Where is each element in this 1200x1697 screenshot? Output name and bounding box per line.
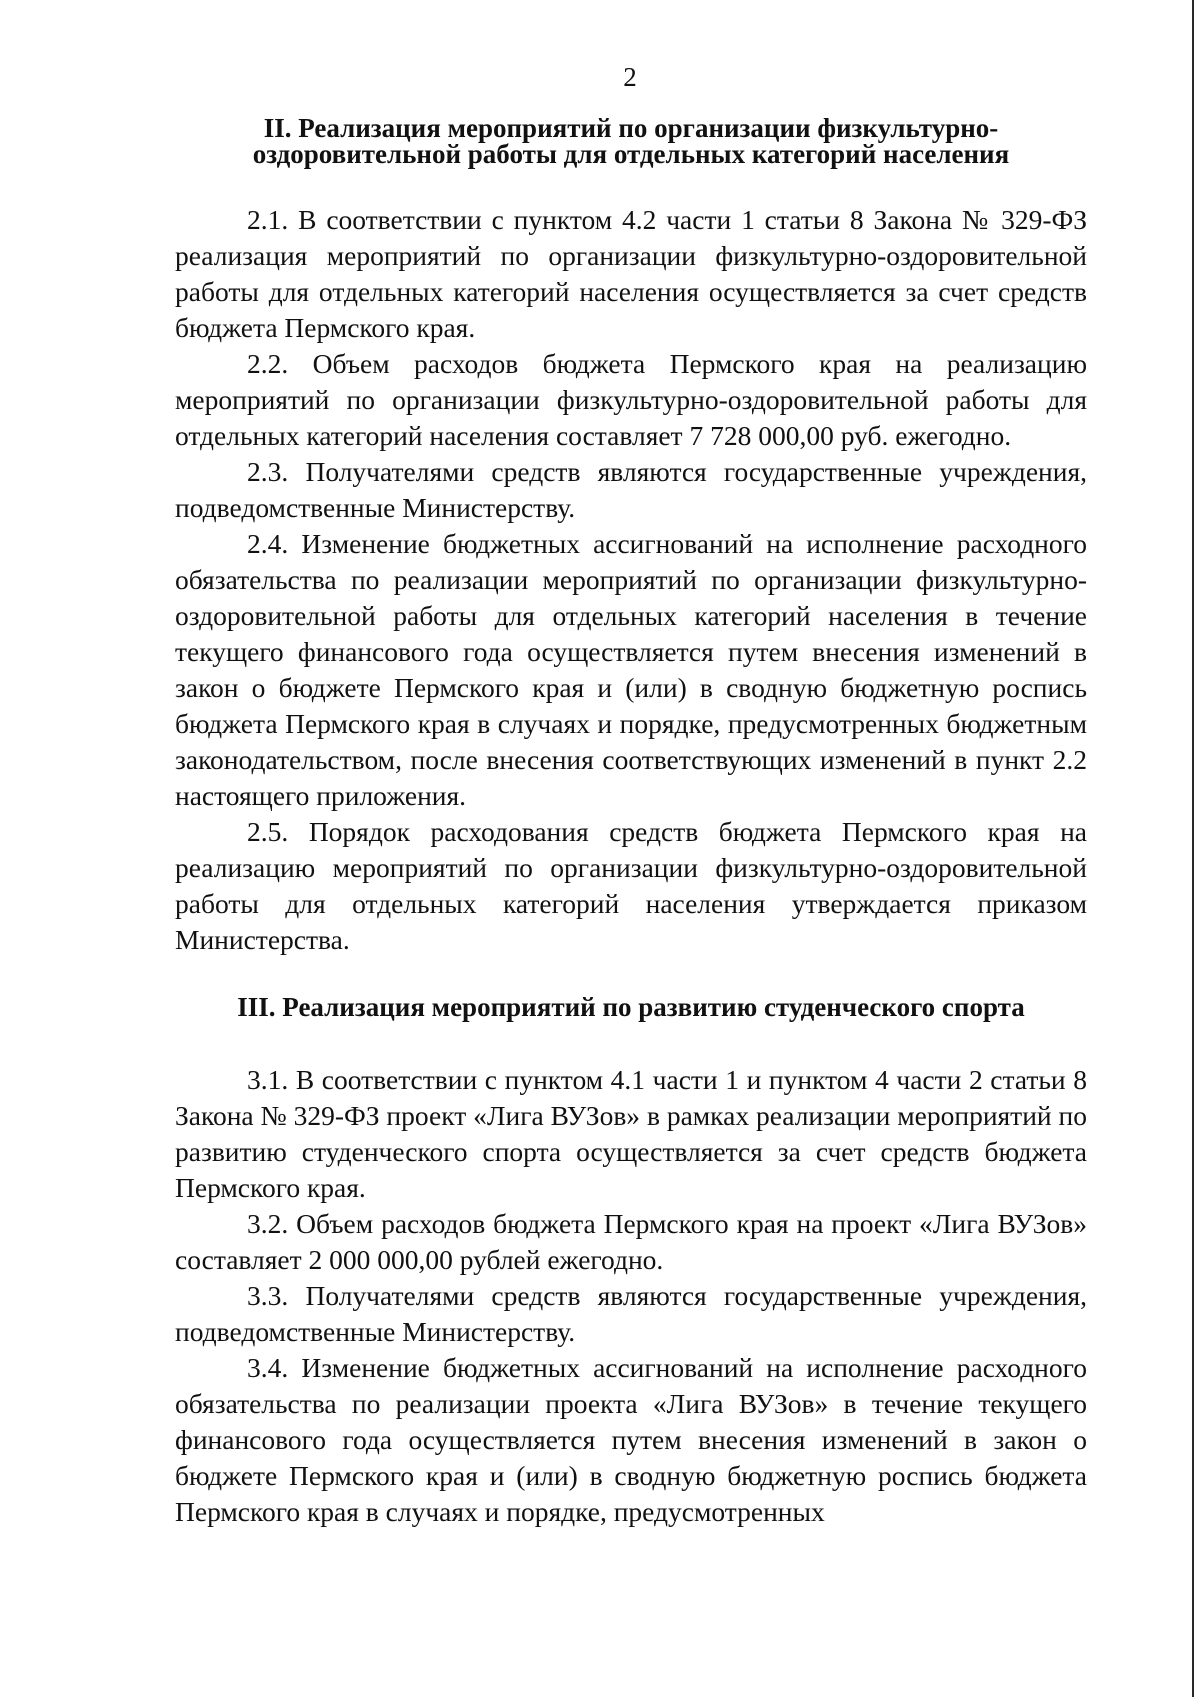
section-3-title: III. Реализация мероприятий по развитию студенческого спорта xyxy=(237,992,1025,1022)
paragraph-3-3: 3.3. Получателями средств являются государственные учреждения, подведомственные Министерству. xyxy=(175,1280,1087,1347)
paragraph-2-5: 2.5. Порядок расходования средств бюджета Пермского края на реализацию мероприятий по организации физкультурно-оздоровительной работы для отдельных категорий населения утверждается приказом Министерства. xyxy=(175,816,1087,955)
paragraph-2-1: 2.1. В соответствии с пунктом 4.2 части 1 статьи 8 Закона № 329-ФЗ реализация мероприятий по организации физкультурно-оздоровительной работы для отдельных категорий населения осуществляется за счет средств бюджета Пермского края. xyxy=(175,204,1087,343)
paragraph-2-2: 2.2. Объем расходов бюджета Пермского края на реализацию мероприятий по организации физкультурно-оздоровительной работы для отдельных категорий населения составляет 7 728 000,00 руб. ежегодно. xyxy=(175,348,1087,451)
paragraph-3-1: 3.1. В соответствии с пунктом 4.1 части 1 и пунктом 4 части 2 статьи 8 Закона № 329-ФЗ проект «Лига ВУЗов» в рамках реализации мероприятий по развитию студенческого спорта осуществляется за счет средств бюджета Пермского края. xyxy=(175,1064,1087,1203)
paragraph-2-4: 2.4. Изменение бюджетных ассигнований на исполнение расходного обязательства по реализации мероприятий по организации физкультурно-оздоровительной работы для отдельных категорий населения в течение текущего финансового года осуществляется путем внесения изменений в закон о бюджете Пермского края и (или) в сводную бюджетную роспись бюджета Пермского края в случаях и порядке, предусмотренных бюджетным законодательством, после внесения соответствующих изменений в пункт 2.2 настоящего приложения. xyxy=(175,528,1087,811)
section-2-title-line-2: оздоровительной работы для отдельных категорий населения xyxy=(252,139,1010,169)
paragraph-3-2: 3.2. Объем расходов бюджета Пермского края на проект «Лига ВУЗов» составляет 2 000 000,00 рублей ежегодно. xyxy=(175,1208,1087,1275)
paragraph-2-3: 2.3. Получателями средств являются государственные учреждения, подведомственные Министерству. xyxy=(175,456,1087,523)
section-2-title xyxy=(175,115,1087,167)
paragraph-3-4: 3.4. Изменение бюджетных ассигнований на исполнение расходного обязательства по реализации проекта «Лига ВУЗов» в течение текущего финансового года осуществляется путем внесения изменений в закон о бюджете Пермского края и (или) в сводную бюджетную роспись бюджета Пермского края в случаях и порядке, предусмотренных xyxy=(175,1352,1087,1527)
scan-edge-line xyxy=(1192,0,1194,1697)
section-2-title-line-1: II. Реализация мероприятий по организации физкультурно- xyxy=(263,113,999,143)
section-3-body xyxy=(175,1062,1087,1530)
section-2-body xyxy=(175,202,1087,958)
page-number: 2 xyxy=(623,62,637,92)
